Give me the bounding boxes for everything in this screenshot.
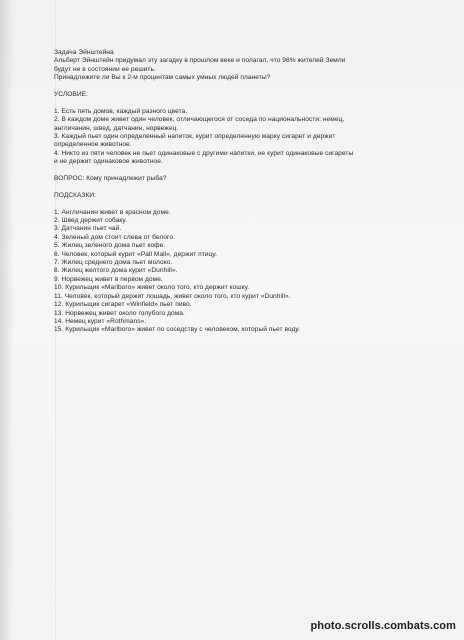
- condition-line: 4. Никто из пяти человек не пьет одинаковые с другими напитки, не курит одинаковые сигареты: [54, 149, 354, 157]
- intro-line: Альберт Эйнштейн придумал эту загадку в прошлом веке и полагал, что 98% жителей Земли: [54, 57, 346, 65]
- conditions-heading: УСЛОВИЕ:: [54, 91, 88, 99]
- condition-line: и не держит одинаковое животное.: [54, 158, 163, 166]
- scan-edge-shadow: [0, 0, 14, 640]
- hint-line: 12. Курильщик сигарет «Winfield» пьет пиво.: [54, 301, 192, 309]
- hint-line: 4. Зеленый дом стоит слева от белого.: [54, 233, 175, 241]
- intro-line: будут не в состоянии ее решить.: [54, 65, 156, 73]
- condition-line: 2. В каждом доме живет один человек, отличающегося от соседа по национальности: немец,: [54, 116, 345, 124]
- hint-line: 7. Жилец среднего дома пьет молоко.: [54, 259, 173, 267]
- condition-line: определенное животное.: [54, 141, 132, 149]
- hint-line: 2. Швед держит собаку.: [54, 217, 127, 225]
- hint-line: 6. Человек, который курит «Pall Mall», держит птицу.: [54, 250, 217, 258]
- hint-line: 5. Жилец зеленого дома пьет кофе.: [54, 242, 166, 250]
- watermark: photo.scrolls.combats.com: [310, 620, 456, 632]
- hint-line: 13. Норвежец живет около голубого дома.: [54, 309, 185, 317]
- hint-line: 8. Жилец желтого дома курит «Dunhill».: [54, 267, 178, 275]
- hint-line: 1. Англичанин живет в красном доме.: [54, 208, 171, 216]
- hints-heading: ПОДСКАЗКИ:: [54, 191, 97, 199]
- condition-line: 3. Каждый пьет один определенный напиток, курит определенную марку сигарет и держит: [54, 133, 336, 141]
- hint-line: 9. Норвежец живет в первом доме.: [54, 275, 163, 283]
- condition-line: 1. Есть пять домов, каждый разного цвета.: [54, 107, 188, 115]
- hint-line: 11. Человек, который держит лошадь, живет около того, кто курит «Dunhill».: [54, 292, 291, 300]
- hint-line: 10. Курильщик «Marlboro» живет около того, кто держит кошку.: [54, 284, 250, 292]
- hint-line: 14. Немец курит «Rothmans».: [54, 317, 147, 325]
- hint-line: 3. Датчанин пьет чай.: [54, 225, 122, 233]
- question-line: ВОПРОС: Кому принадлежит рыба?: [54, 175, 167, 183]
- document-body: [54, 49, 424, 335]
- hint-line: 15. Курильщик «Marlboro» живет по соседству с человеком, который пьет воду.: [54, 326, 300, 334]
- document-title: Задача Эйнштейна: [54, 49, 114, 56]
- intro-line: Принадлежите ли Вы к 2-м процентам самых умных людей планеты?: [54, 74, 271, 82]
- condition-line: англичанин, швед, датчанин, норвежец.: [54, 124, 179, 132]
